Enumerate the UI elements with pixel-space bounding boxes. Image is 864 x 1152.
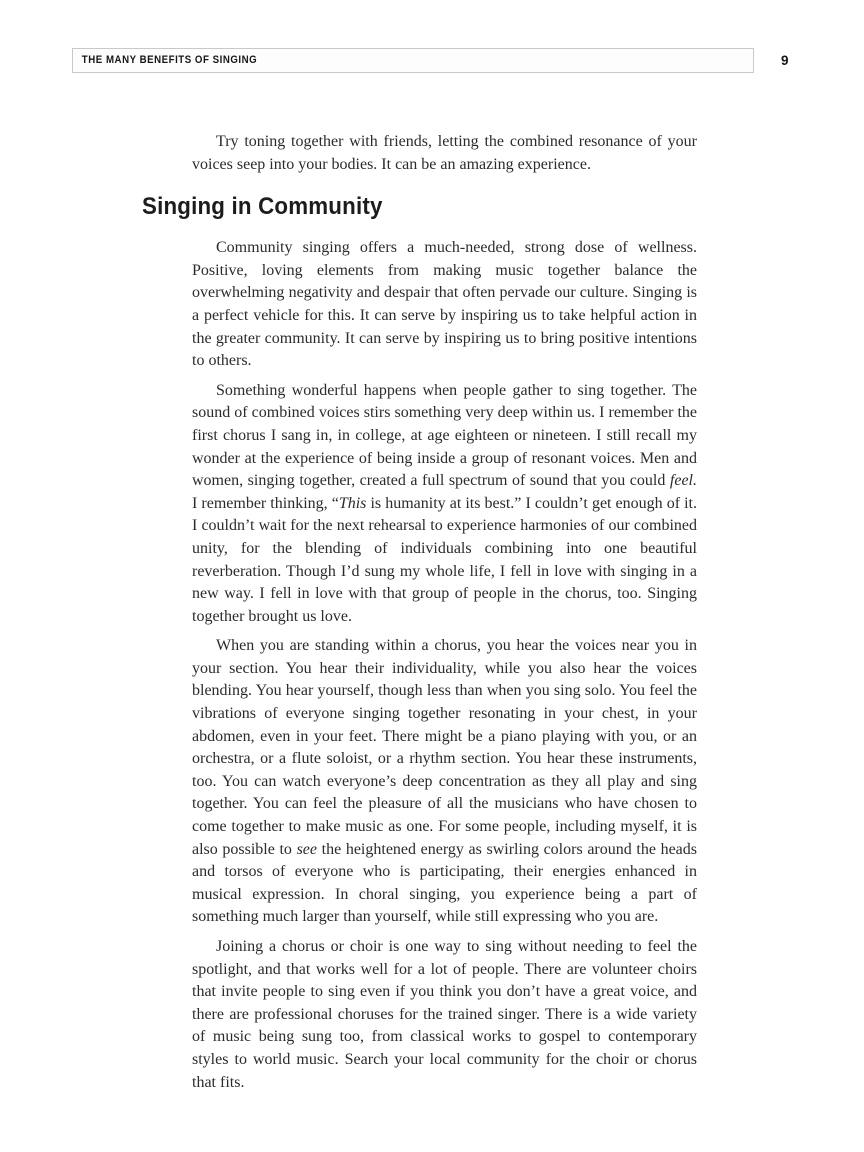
body-text: Community singing offers a much-needed, strong dose of wellness. Positive, loving elements from making music together balance the overwhelming negativity and despair that often pervade our culture. Singing is a perfect vehicle for this. It can serve by inspiring us to take helpful action in the greater community. It can serve by inspiring us to bring positive intentions to others. [192,239,697,370]
paragraph [192,380,697,629]
page-number: 9 [781,53,789,68]
body-text: I remember thinking, “ [192,494,339,512]
running-header-box [72,48,754,73]
intro-paragraphs [192,131,697,176]
body-text: is humanity at its best.” I couldn’t get enough of it. I couldn’t wait for the next rehearsal to experience harmonies of our combined unity, for the blending of individuals combining into one beautiful reverberation. Though I’d sung my whole life, I fell in love with singing in a new way. I fell in love with that group of people in the chorus, too. Singing together brought us love. [192,494,698,625]
paragraph [192,131,697,176]
paragraph [192,635,697,929]
paragraph [192,936,697,1094]
section-paragraphs [192,237,697,1094]
section-heading: Singing in Community [142,193,383,221]
italic-text: feel. [669,472,697,490]
body-text: When you are standing within a chorus, you hear the voices near you in your section. You hear their individuality, while you also hear the voices blending. You hear yourself, though less than when you sing solo. You feel the vibrations of everyone singing together resonating in your chest, in your abdomen, even in your feet. There might be a piano playing with you, or an orchestra, or a flute soloist, or a rhythm section. You hear these instruments, too. You can watch everyone’s deep concentration as they all play and sing together. You can feel the pleasure of all the musicians who have chosen to come together to make music as one. For some people, including myself, it is also possible to [192,637,697,858]
italic-text: see [296,840,318,858]
paragraph [192,237,697,373]
body-text: Something wonderful happens when people gather to sing together. The sound of combined voices stirs something very deep within us. I remember the first chorus I sang in, in college, at age eighteen or nineteen. I still recall my wonder at the experience of being inside a group of resonant voices. Men and women, singing together, created a full spectrum of sound that you could [192,381,697,490]
body-text: the heightened energy as swirling colors around the heads and torsos of everyone who is participating, their energies enhanced in musical expression. In choral singing, you experience being a part of something much larger than yourself, while still expressing who you are. [192,840,698,926]
body-text: Try toning together with friends, letting the combined resonance of your voices seep into your bodies. It can be an amazing experience. [192,133,697,173]
running-title: THE MANY BENEFITS OF SINGING [81,54,258,66]
italic-text: This [338,494,367,512]
page-body [142,131,698,1094]
body-text: Joining a chorus or choir is one way to sing without needing to feel the spotlight, and that works well for a lot of people. There are volunteer choirs that invite people to sing even if you think you don’t have a great voice, and there are professional choruses for the trained singer. There is a wide variety of music being sung too, from classical works to gospel to contemporary styles to world music. Search your local community for the choir or chorus that fits. [192,938,697,1091]
